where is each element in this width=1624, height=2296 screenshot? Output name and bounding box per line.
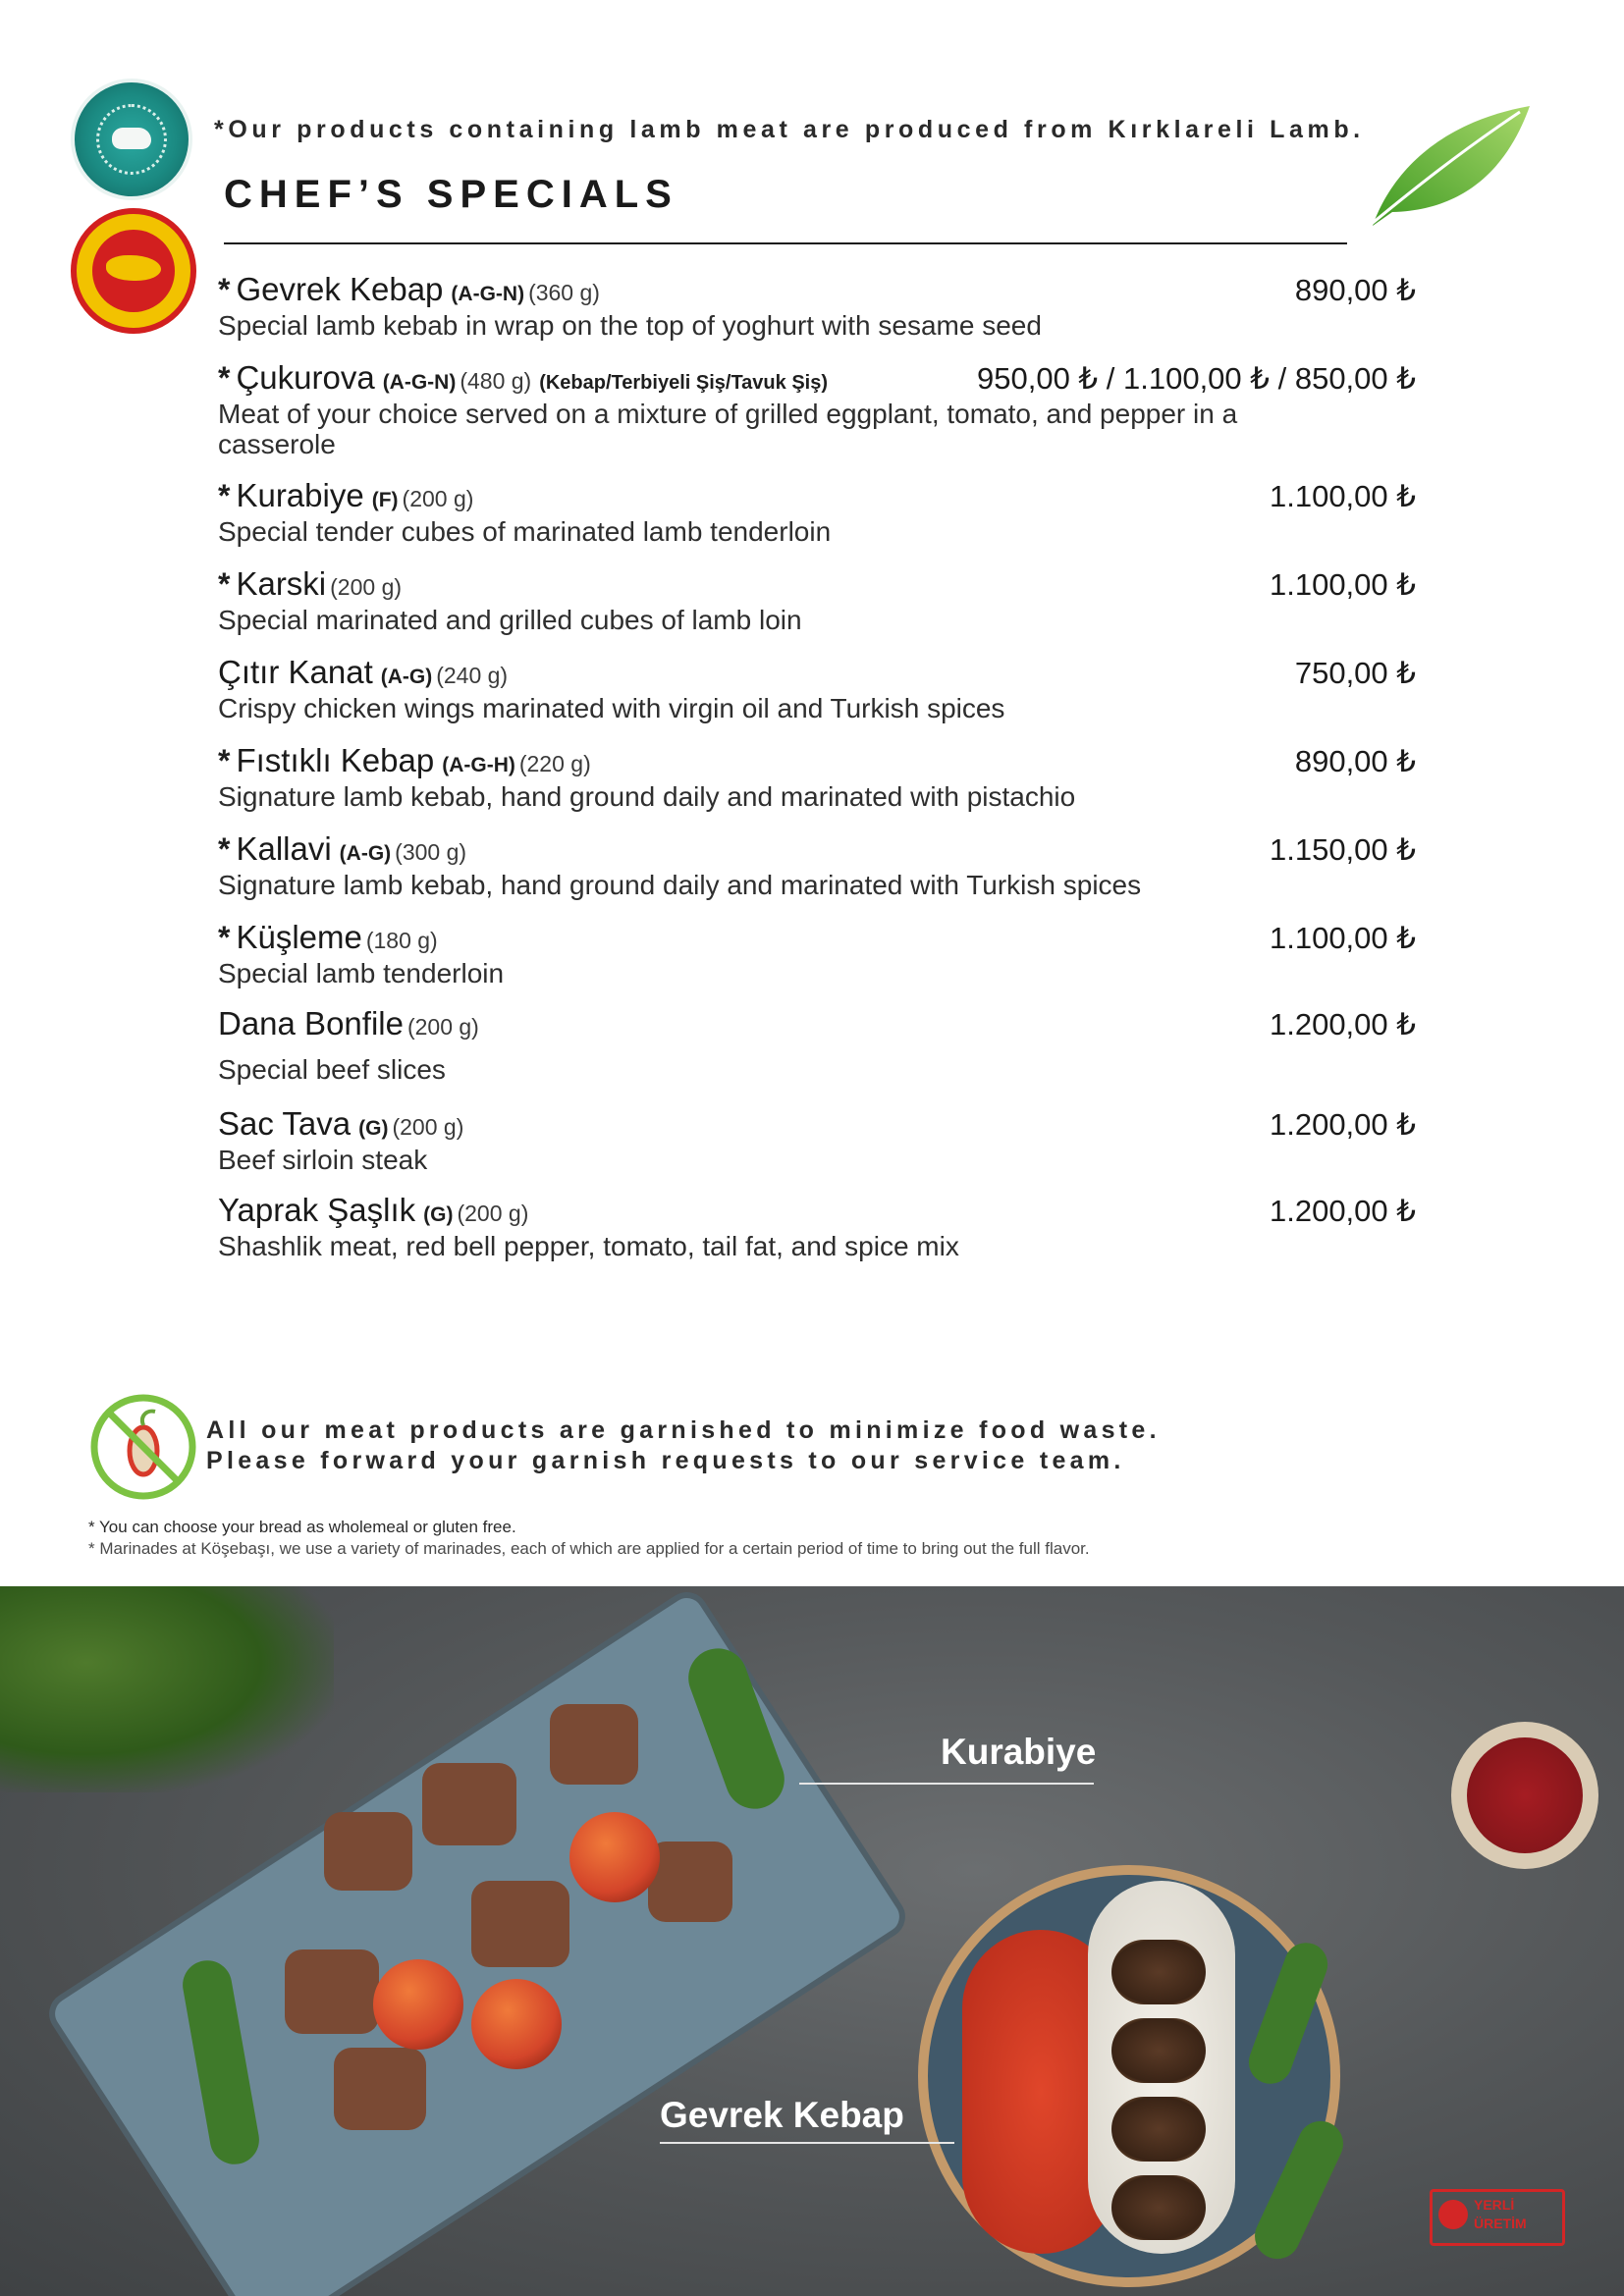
menu-item-signature-star: * (218, 272, 231, 307)
menu-item-signature-star: * (218, 566, 231, 602)
menu-item-name: Karski (236, 565, 327, 602)
menu-item-allergen-code: (A-G) (380, 666, 433, 688)
menu-item (218, 359, 1416, 459)
menu-item-signature-star: * (218, 360, 231, 396)
title-divider (224, 242, 1347, 244)
menu-item-description: Shashlik meat, red bell pepper, tomato, tail fat, and spice mix (218, 1231, 959, 1261)
menu-item-heading (218, 1105, 1416, 1145)
menu-item-allergen-code: (G) (423, 1203, 454, 1226)
gevrek-kebap-wrap (1111, 1940, 1206, 2004)
no-food-waste-icon (88, 1392, 198, 1502)
lamb-origin-note: *Our products containing lamb meat are produced from Kırklareli Lamb. (214, 116, 1365, 143)
grilled-tomato (569, 1812, 660, 1902)
menu-item-weight: (180 g) (365, 928, 438, 953)
stamp-text (1474, 2196, 1527, 2233)
menu-item-weight: (200 g) (406, 1014, 479, 1040)
menu-item-description: Signature lamb kebab, hand ground daily and marinated with pistachio (218, 781, 1076, 812)
menu-item-heading (218, 1192, 1416, 1231)
menu-item (218, 742, 1416, 812)
geographical-indication-badge-icon (71, 208, 196, 334)
menu-item-name: Kallavi (236, 830, 332, 867)
menu-item-allergen-code: (F) (371, 489, 399, 511)
menu-item-heading (218, 359, 1416, 399)
menu-item (218, 1105, 1416, 1175)
grilled-tomato (373, 1959, 463, 2050)
menu-item (218, 1005, 1416, 1085)
menu-item (218, 919, 1416, 988)
menu-item-signature-star: * (218, 920, 231, 955)
gevrek-kebap-wrap (1111, 2018, 1206, 2083)
menu-item-allergen-code: (A-G-H) (442, 754, 515, 776)
menu-item-heading (218, 1005, 1416, 1044)
menu-item-allergen-code: (A-G-N) (451, 283, 525, 305)
menu-item-price: 1.100,00 ₺ (1269, 479, 1416, 513)
garnish-notice-line-1: All our meat products are garnished to minimize food waste. (206, 1416, 1161, 1444)
stamp-line-2: ÜRETİM (1474, 2216, 1527, 2231)
menu-item-price: 1.200,00 ₺ (1269, 1007, 1416, 1041)
menu-item-weight: (220 g) (518, 751, 591, 776)
menu-item (218, 654, 1416, 723)
menu-item-name: Kurabiye (236, 477, 364, 513)
menu-item-weight: (240 g) (436, 663, 509, 688)
menu-item-name: Sac Tava (218, 1105, 352, 1142)
menu-item-description: Meat of your choice served on a mixture of grilled eggplant, tomato, and pepper in a casserole (218, 399, 1238, 459)
menu-item-allergen-code: (A-G-N) (382, 371, 457, 394)
menu-item-heading (218, 919, 1416, 958)
kurabiye-meat (471, 1881, 569, 1967)
menu-item-weight: (200 g) (457, 1201, 529, 1226)
kurabiye-meat (334, 2048, 426, 2130)
grilled-tomato (471, 1979, 562, 2069)
menu-item-weight: (480 g) (460, 368, 532, 394)
menu-item-description: Special lamb tenderloin (218, 958, 505, 988)
menu-item-description: Special marinated and grilled cubes of lamb loin (218, 605, 802, 635)
kurabiye-meat (422, 1763, 516, 1845)
stamp-emblem (1438, 2200, 1468, 2229)
menu-item-weight: (200 g) (402, 486, 474, 511)
menu-item-options: (Kebap/Terbiyeli Şiş/Tavuk Şiş) (539, 372, 829, 394)
menu-item (218, 1192, 1416, 1261)
menu-item-allergen-code: (A-G) (339, 842, 392, 865)
menu-item-signature-star: * (218, 743, 231, 778)
caption-kurabiye: Kurabiye (941, 1732, 1097, 1772)
food-photo (0, 1586, 1624, 2296)
menu-item-price: 1.200,00 ₺ (1269, 1194, 1416, 1228)
gevrek-kebap-wrap (1111, 2175, 1206, 2240)
turkey-map-icon (106, 255, 161, 281)
menu-item-name: Gevrek Kebap (236, 271, 444, 307)
marinade-note: * Marinades at Köşebaşı, we use a variety of marinades, each of which are applied for a certain period of time to bring out the full flavor. (88, 1539, 1090, 1558)
menu-item-description: Special lamb kebab in wrap on the top of yoghurt with sesame seed (218, 310, 1042, 341)
menu-item (218, 830, 1416, 900)
menu-item-heading (218, 271, 1416, 310)
caption-line-kurabiye (799, 1783, 1094, 1785)
menu-item-name: Çıtır Kanat (218, 654, 373, 690)
parsley-garnish (0, 1586, 334, 1792)
menu-item (218, 477, 1416, 547)
menu-item-description: Crispy chicken wings marinated with virgin oil and Turkish spices (218, 693, 1005, 723)
menu-item-price: 1.150,00 ₺ (1269, 832, 1416, 867)
leaf-icon (1363, 102, 1532, 228)
garnish-notice (206, 1415, 1161, 1476)
menu-item-description: Signature lamb kebab, hand ground daily and marinated with Turkish spices (218, 870, 1142, 900)
gevrek-kebap-wrap (1111, 2097, 1206, 2162)
menu-item-price: 1.100,00 ₺ (1269, 567, 1416, 602)
menu-item-heading (218, 830, 1416, 870)
menu-item-signature-star: * (218, 831, 231, 867)
menu-item-description: Special beef slices (218, 1054, 446, 1085)
menu-item-price: 950,00 ₺ / 1.100,00 ₺ / 850,00 ₺ (977, 361, 1416, 396)
menu-item-weight: (300 g) (395, 839, 467, 865)
caption-gevrek-kebap: Gevrek Kebap (660, 2095, 904, 2135)
menu-item-price: 1.200,00 ₺ (1269, 1107, 1416, 1142)
menu-item-description: Special tender cubes of marinated lamb tenderloin (218, 516, 832, 547)
menu-item-price: 890,00 ₺ (1294, 273, 1416, 307)
menu-item-weight: (200 g) (392, 1114, 464, 1140)
menu-item-price: 750,00 ₺ (1294, 656, 1416, 690)
menu-item (218, 271, 1416, 341)
menu-item-signature-star: * (218, 478, 231, 513)
menu-item-name: Dana Bonfile (218, 1005, 404, 1041)
menu-item-name: Yaprak Şaşlık (218, 1192, 416, 1228)
stamp-line-1: YERLİ (1474, 2197, 1515, 2213)
menu-item (218, 565, 1416, 635)
sheep-icon (112, 128, 151, 149)
spice-bowl (1451, 1722, 1598, 1869)
menu-item-name: Fıstıklı Kebap (236, 742, 435, 778)
menu-item-name: Çukurova (236, 359, 375, 396)
kurabiye-meat (285, 1949, 379, 2034)
kurabiye-meat (648, 1842, 732, 1922)
kurabiye-meat (324, 1812, 412, 1891)
menu-item-heading (218, 742, 1416, 781)
menu-item-allergen-code: (G) (358, 1117, 389, 1140)
bread-note: * You can choose your bread as wholemeal or gluten free. (88, 1518, 516, 1536)
menu-item-price: 1.100,00 ₺ (1269, 921, 1416, 955)
menu-item-heading (218, 654, 1416, 693)
garnish-notice-line-2: Please forward your garnish requests to our service team. (206, 1447, 1125, 1474)
menu-item-weight: (360 g) (528, 280, 600, 305)
menu-item-heading (218, 565, 1416, 605)
caption-line-gevrek (660, 2142, 954, 2144)
menu-item-price: 890,00 ₺ (1294, 744, 1416, 778)
menu-item-name: Küşleme (236, 919, 362, 955)
page-title: CHEF’S SPECIALS (224, 173, 678, 216)
lamb-badge-icon (71, 79, 192, 200)
menu-item-description: Beef sirloin steak (218, 1145, 428, 1175)
kurabiye-meat (550, 1704, 638, 1785)
chili-flakes (1467, 1737, 1583, 1853)
yerli-uretim-stamp-icon (1430, 2189, 1565, 2246)
menu-item-weight: (200 g) (330, 574, 403, 600)
menu-item-heading (218, 477, 1416, 516)
